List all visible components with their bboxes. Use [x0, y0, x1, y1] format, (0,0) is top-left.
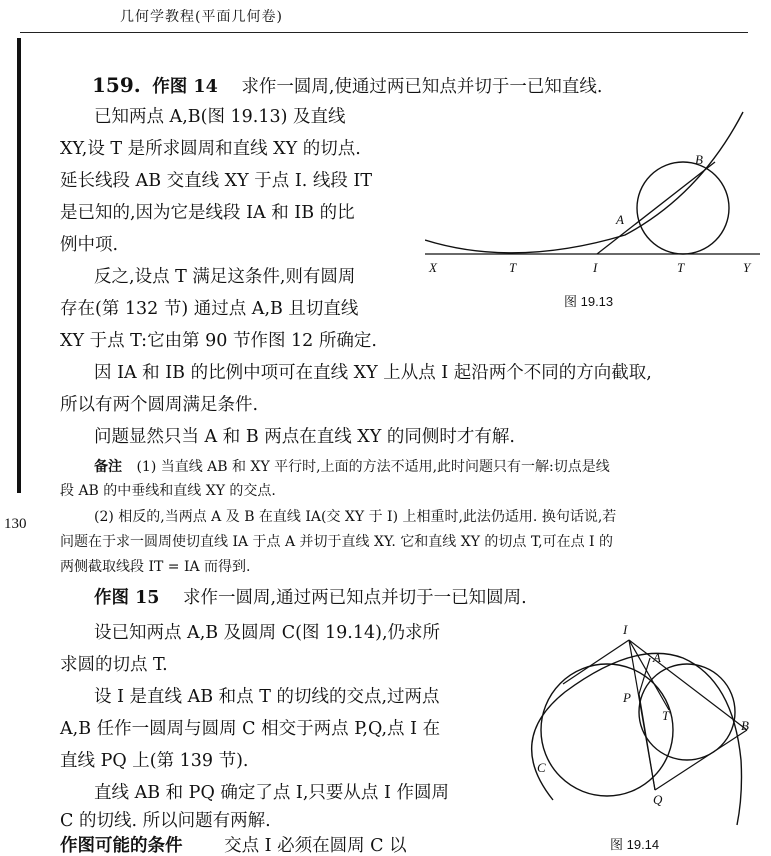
section-number: 159. — [92, 73, 141, 97]
label-b: B — [695, 152, 703, 167]
section-heading-159 — [92, 75, 602, 97]
tangent-circle-small — [637, 162, 729, 254]
paragraph-line: 是已知的,因为它是线段 IA 和 IB 的比 — [60, 203, 355, 223]
paragraph-line: A,B 任作一圆周与圆周 C 相交于两点 P,Q,点 I 在 — [60, 719, 441, 739]
label-x: X — [429, 260, 437, 275]
line-ab — [597, 162, 715, 254]
paragraph-line: 延长线段 AB 交直线 XY 于点 I. 线段 IT — [60, 171, 373, 191]
running-header: 几何学教程(平面几何卷) — [120, 9, 283, 25]
tangent-line — [563, 640, 629, 684]
paragraph-line: C 的切线. 所以问题有两解. — [60, 811, 271, 831]
construction-15-statement: 求作一圆周,通过两已知点并切于一已知圆周. — [183, 588, 527, 608]
label-q: Q — [653, 792, 663, 807]
remark-line: 两侧截取线段 IT = IA 而得到. — [60, 559, 251, 575]
header-rule — [20, 32, 748, 33]
label-t2: T — [677, 260, 685, 275]
page-number: 130 — [4, 516, 27, 532]
label-a: A — [653, 650, 661, 665]
paragraph-line: 设 I 是直线 AB 和点 T 的切线的交点,过两点 — [94, 687, 440, 707]
paragraph-line: 设已知两点 A,B 及圆周 C(图 19.14),仍求所 — [94, 623, 441, 643]
margin-bar — [17, 38, 21, 493]
label-c: C — [537, 760, 546, 775]
label-a: A — [616, 212, 624, 227]
construction-14-title: 作图 14 — [152, 77, 218, 97]
conditions-line: 作图可能的条件 交点 I 必须在圆周 C 以 — [60, 836, 407, 856]
paragraph-line: 因 IA 和 IB 的比例中项可在直线 XY 上从点 I 起沿两个不同的方向截取, — [94, 363, 652, 383]
paragraph-line: 问题显然只当 A 和 B 两点在直线 XY 的同侧时才有解. — [94, 427, 515, 447]
paragraph-line: 反之,设点 T 满足这条件,则有圆周 — [94, 267, 356, 287]
label-p: P — [623, 690, 631, 705]
paragraph-line: 已知两点 A,B(图 19.13) 及直线 — [94, 107, 346, 127]
paragraph-line: 所以有两个圆周满足条件. — [60, 395, 259, 415]
paragraph-line: 例中项. — [60, 235, 119, 255]
construction-14-statement: 求作一圆周,使通过两已知点并切于一已知直线. — [241, 77, 603, 97]
construction-15-title: 作图 15 — [94, 588, 160, 608]
label-t1: T — [509, 260, 517, 275]
label-i: I — [593, 260, 598, 275]
paragraph-line: XY,设 T 是所求圆周和直线 XY 的切点. — [60, 139, 361, 159]
label-i: I — [623, 622, 628, 637]
figure-19-13 — [425, 110, 765, 280]
tangent-circle-sought — [532, 653, 742, 825]
paragraph-line: 求圆的切点 T. — [60, 655, 168, 675]
remark-line-1: 备注 (1) 当直线 AB 和 XY 平行时,上面的方法不适用,此时问题只有一解:切点是线 — [94, 459, 610, 475]
figure-19-13-caption: 图 19.13 — [564, 294, 614, 309]
tangent-circle-large — [425, 112, 743, 253]
label-y: Y — [743, 260, 751, 275]
chord-qb — [655, 730, 747, 790]
figure-19-14-caption: 图 19.14 — [610, 837, 660, 852]
conditions-heading: 作图可能的条件 — [60, 836, 183, 856]
paragraph-line: 直线 AB 和 PQ 确定了点 I,只要从点 I 作圆周 — [94, 783, 449, 803]
label-t: T — [662, 708, 670, 723]
remark-line: 段 AB 的中垂线和直线 XY 的交点. — [60, 483, 276, 499]
remark-label: 备注 — [94, 459, 122, 475]
remark-line: 问题在于求一圆周使切直线 IA 于点 A 并切于直线 XY. 它和直线 XY 的切点 T,可在点 I 的 — [60, 534, 614, 550]
remark-line: (2) 相反的,当两点 A 及 B 在直线 IA(交 XY 于 I) 上相重时,此法仍适用. 换句话说,若 — [94, 509, 617, 525]
chord-pq — [639, 694, 655, 790]
paragraph-line: XY 于点 T:它由第 90 节作图 12 所确定. — [60, 331, 377, 351]
paragraph-line: 存在(第 132 节) 通过点 A,B 且切直线 — [60, 299, 359, 319]
circle-through-a-b — [639, 664, 735, 760]
paragraph-line: 直线 PQ 上(第 139 节). — [60, 751, 249, 771]
label-b: B — [741, 718, 749, 733]
construction-15-heading — [94, 590, 527, 608]
figure-19-14 — [505, 620, 771, 830]
